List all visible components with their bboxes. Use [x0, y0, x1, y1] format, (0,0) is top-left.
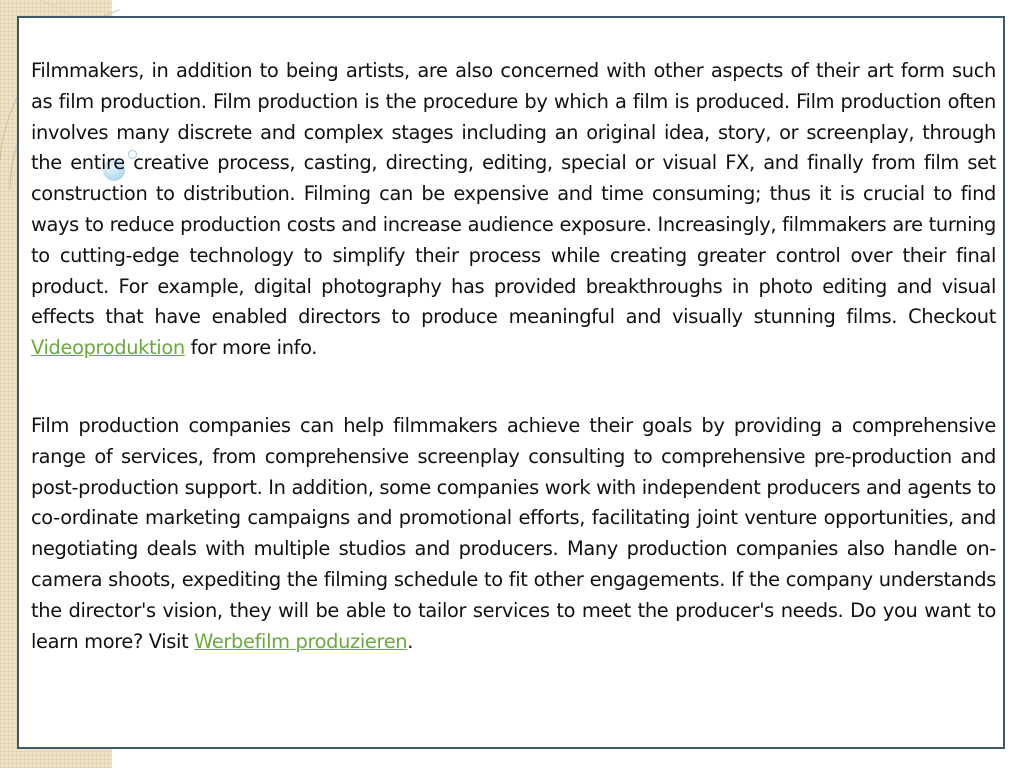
link-videoproduktion[interactable]: Videoproduktion	[31, 336, 185, 360]
paragraph-2-text: Film production companies can help filmmakers achieve their goals by providing a comprehensive range of services, from comprehensive screenplay consulting to comprehensive pre-production and post-production support. In addition, some companies work with independent producers and agents to co-ordinate marketing campaigns and promotional efforts, facilitating joint venture opportunities, and negotiating deals with multiple studios and producers. Many production companies also handle on-camera shoots, expediting the filming schedule to fit other engagements. If the company understands the director's vision, they will be able to tailor services to meet the producer's needs. Do you want to learn more? Visit	[31, 413, 996, 653]
paragraph-2	[31, 411, 996, 657]
paragraph-1	[31, 56, 996, 364]
paragraph-1-text: Filmmakers, in addition to being artists, are also concerned with other aspects of their art form such as film production. Film production is the procedure by which a film is produced. Film production often involves many discrete and complex stages including an original idea, story, or screenplay, through the entire creative process, casting, directing, editing, special or visual FX, and finally from film set construction to distribution. Filming can be expensive and time consuming; thus it is crucial to find ways to reduce production costs and increase audience exposure. Increasingly, filmmakers are turning to cutting-edge technology to simplify their process while creating greater control over their final product. For example, digital photography has provided breakthroughs in photo editing and visual effects that have enabled directors to produce meaningful and visually stunning films. Checkout	[31, 59, 996, 329]
link-werbefilm-produzieren[interactable]: Werbefilm produzieren	[194, 629, 408, 653]
paragraph-2-tail: .	[407, 629, 414, 653]
text-body	[31, 56, 996, 657]
paragraph-1-tail: for more info.	[184, 336, 318, 360]
